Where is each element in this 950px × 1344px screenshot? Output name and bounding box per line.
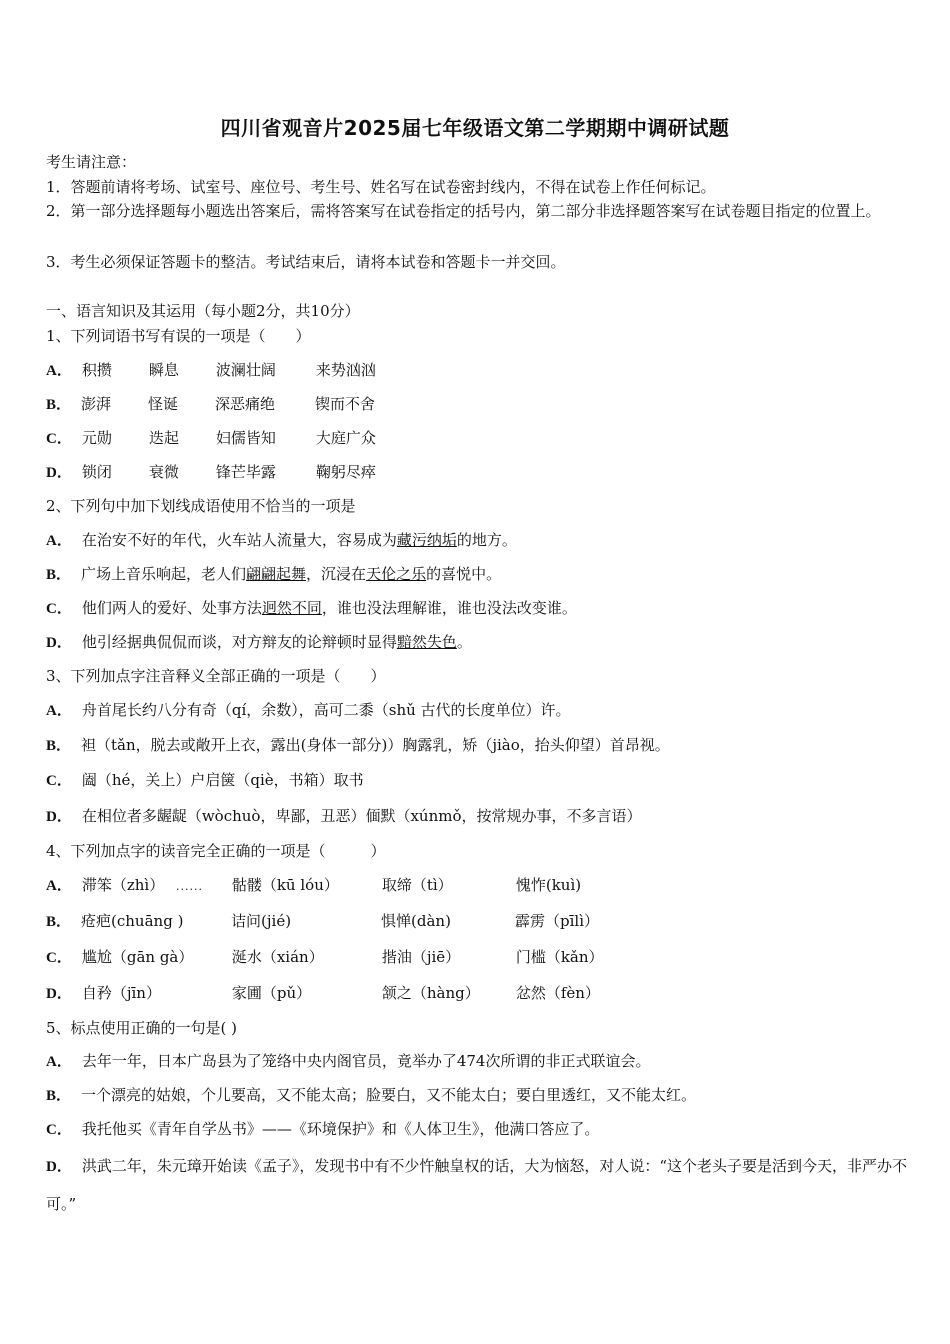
question-5-option-c[interactable]: C． 我托他买《青年自学丛书》——《环境保护》和《人体卫生》，他满口答应了。 (46, 1120, 600, 1138)
question-4-option-d[interactable]: D． 自矜（jīn） 家圃（pǔ） 颔之（hàng） 忿然（fèn） (46, 984, 600, 1002)
page-title: 四川省观音片2025届七年级语文第二学期期中调研试题 (220, 116, 730, 140)
question-1-option-a[interactable]: A． 积攒 瞬息 波澜壮阔 来势汹汹 (46, 361, 376, 379)
question-2-option-a[interactable]: A． 在治安不好的年代，火车站人流量大，容易成为藏污纳垢的地方。 (46, 531, 517, 549)
underlined-idiom: 迥然不同 (261, 599, 322, 617)
question-2-stem: 2、下列句中加下划线成语使用不恰当的一项是 (46, 497, 356, 515)
question-1-option-d[interactable]: D． 锁闭 衰微 锋芒毕露 鞠躬尽瘁 (46, 463, 376, 481)
emphasis-dots: ...... (176, 880, 203, 893)
question-3-option-c[interactable]: C． 阖（hé，关上）户启箧（qiè，书箱）取书 (46, 771, 364, 789)
section-heading: 一、语言知识及其运用（每小题2分，共10分） (46, 302, 360, 320)
question-4-stem: 4、下列加点字的读音完全正确的一项是（ ） (46, 842, 386, 860)
question-2-option-c[interactable]: C． 他们两人的爱好、处事方法迥然不同，谁也没法理解谁，谁也没法改变谁。 (46, 599, 577, 617)
question-5-option-a[interactable]: A． 去年一年，日本广岛县为了笼络中央内阁官员，竟举办了474次所谓的非正式联谊会。 (46, 1052, 651, 1070)
underlined-idiom: 翩翩起舞 (246, 565, 307, 583)
question-4-option-a[interactable]: A． 滞笨（zhì） 骷髅（kū lóu） 取缔（tì） 愧怍(kuì) (46, 876, 582, 894)
question-3-stem: 3、下列加点字注音释义全部正确的一项是（ ） (46, 667, 386, 685)
question-4-option-b[interactable]: B． 疮疤(chuāng ) 诘问(jié) 惧惮(dàn) 霹雳（pīlì） (46, 912, 600, 930)
notice-header: 考生请注意： (46, 153, 137, 171)
question-3-option-a[interactable]: A． 舟首尾长约八分有奇（qí，余数），高可二黍（shǔ 古代的长度单位）许。 (46, 701, 571, 719)
question-5-stem: 5、标点使用正确的一句是( ) (46, 1019, 238, 1037)
question-3-option-d[interactable]: D． 在相位者多龌龊（wòchuò，卑鄙，丑恶）偭默（xúnmǒ，按常规办事，不多言语） (46, 807, 642, 825)
question-1-stem: 1、下列词语书写有误的一项是（ ） (46, 327, 311, 345)
underlined-idiom: 天伦之乐 (366, 565, 427, 583)
question-2-option-d[interactable]: D． 他引经据典侃侃而谈，对方辩友的论辩顿时显得黯然失色。 (46, 633, 472, 651)
notice-item-3: 3．考生必须保证答题卡的整洁。考试结束后，请将本试卷和答题卡一并交回。 (46, 253, 566, 271)
notice-item-1: 1．答题前请将考场、试室号、座位号、考生号、姓名写在试卷密封线内，不得在试卷上作任何标记。 (46, 178, 716, 196)
notice-item-2: 2．第一部分选择题每小题选出答案后，需将答案写在试卷指定的括号内，第二部分非选择题答案写在试卷题目指定的位置上。 (46, 202, 881, 220)
question-5-option-d[interactable]: D． 洪武二年，朱元璋开始读《孟子》，发现书中有不少忤触皇权的话，大为恼怒，对人说：“这个老头子要是活到今天，非严办不可。” (46, 1157, 908, 1213)
question-1-option-c[interactable]: C． 元勋 迭起 妇儒皆知 大庭广众 (46, 429, 376, 447)
question-3-option-b[interactable]: B． 袒（tǎn，脱去或敞开上衣，露出(身体一部分)）胸露乳，矫（jiào，抬头仰望）首昂视。 (46, 736, 670, 754)
question-1-option-b[interactable]: B． 澎湃 怪诞 深恶痛绝 锲而不舍 (46, 395, 376, 413)
question-5-option-b[interactable]: B． 一个漂亮的姑娘，个儿要高，又不能太高；脸要白，又不能太白；要白里透红，又不能太红。 (46, 1086, 697, 1104)
question-2-option-b[interactable]: B． 广场上音乐响起，老人们翩翩起舞，沉浸在天伦之乐的喜悦中。 (46, 565, 502, 583)
question-4-option-c[interactable]: C． 尴尬（gān gà） 涎水（xián） 揩油（jiē） 门槛（kǎn） (46, 948, 604, 966)
underlined-idiom: 藏污纳垢 (396, 531, 457, 549)
underlined-idiom: 黯然失色 (396, 633, 457, 651)
